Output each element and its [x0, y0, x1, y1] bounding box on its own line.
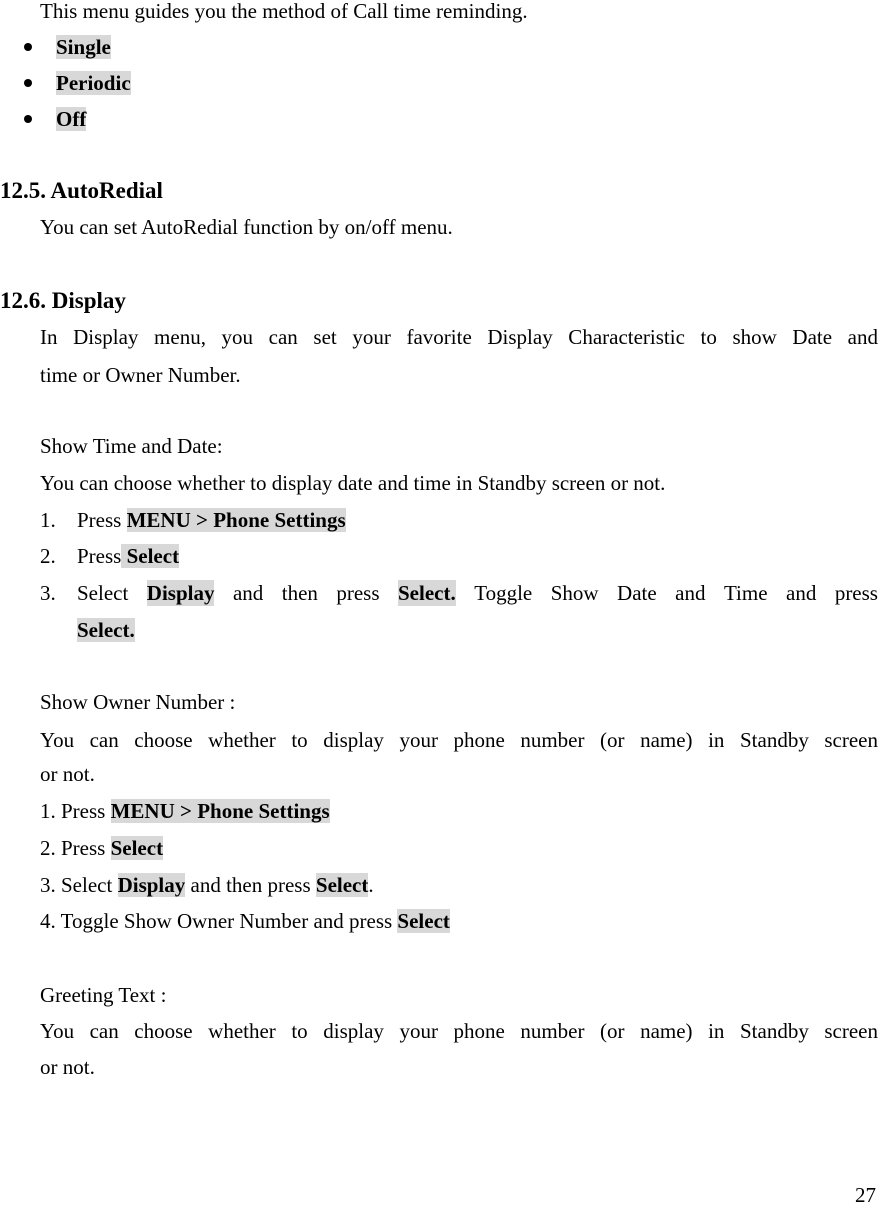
- section-heading-display: 12.6. Display: [0, 288, 126, 313]
- step-number: 3.: [40, 581, 56, 605]
- menu-path-highlight: MENU > Phone Settings: [110, 799, 330, 823]
- section-heading-autoredial: 12.5. AutoRedial: [0, 178, 163, 203]
- menu-path-highlight: MENU > Phone Settings: [126, 508, 346, 532]
- show-time-desc: You can choose whether to display date and time in Standby screen or not.: [40, 471, 666, 495]
- show-owner-step-3: 3. Select Display and then press Select.: [40, 873, 374, 897]
- show-owner-desc-line2: or not.: [40, 762, 95, 786]
- display-intro-line2: time or Owner Number.: [40, 363, 241, 387]
- show-owner-step-2: 2. Press Select: [40, 836, 164, 860]
- show-owner-title: Show Owner Number :: [40, 690, 236, 714]
- intro-text: This menu guides you the method of Call time reminding.: [40, 0, 528, 23]
- show-owner-desc-line1: You can choose whether to display your phone number (or name) in Standby screen: [40, 728, 878, 752]
- select-highlight: Select: [397, 909, 450, 933]
- select-highlight: Select: [315, 873, 369, 897]
- display-highlight: Display: [146, 581, 215, 605]
- select-highlight: Select: [110, 836, 164, 860]
- show-time-step-2: Press Select: [77, 544, 180, 568]
- show-owner-step-4: 4. Toggle Show Owner Number and press Select: [40, 909, 450, 933]
- page-number: 27: [855, 1183, 876, 1207]
- show-time-step-3: Select Display and then press Select. Toggle Show Date and Time and press: [77, 581, 878, 605]
- bullet-icon: [24, 43, 32, 51]
- greeting-title: Greeting Text :: [40, 983, 167, 1007]
- display-intro-line1: In Display menu, you can set your favorite Display Characteristic to show Date and: [40, 325, 878, 349]
- select-highlight: Select: [121, 544, 180, 568]
- bullet-item-single: Single: [56, 35, 111, 59]
- bullet-icon: [24, 79, 32, 87]
- step-number: 1.: [40, 508, 56, 532]
- show-owner-step-1: 1. Press MENU > Phone Settings: [40, 799, 330, 823]
- bullet-item-off: Off: [56, 107, 87, 131]
- greeting-desc-line1: You can choose whether to display your phone number (or name) in Standby screen: [40, 1019, 878, 1043]
- select-highlight: Select.: [398, 581, 456, 605]
- greeting-desc-line2: or not.: [40, 1055, 95, 1079]
- bullet-icon: [24, 115, 32, 123]
- step-number: 2.: [40, 544, 56, 568]
- select-highlight: Select.: [77, 618, 135, 642]
- display-highlight: Display: [117, 873, 186, 897]
- show-time-title: Show Time and Date:: [40, 434, 223, 458]
- bullet-item-periodic: Periodic: [56, 71, 131, 95]
- show-time-step-1: Press MENU > Phone Settings: [77, 508, 346, 532]
- autoredial-text: You can set AutoRedial function by on/off menu.: [40, 215, 453, 239]
